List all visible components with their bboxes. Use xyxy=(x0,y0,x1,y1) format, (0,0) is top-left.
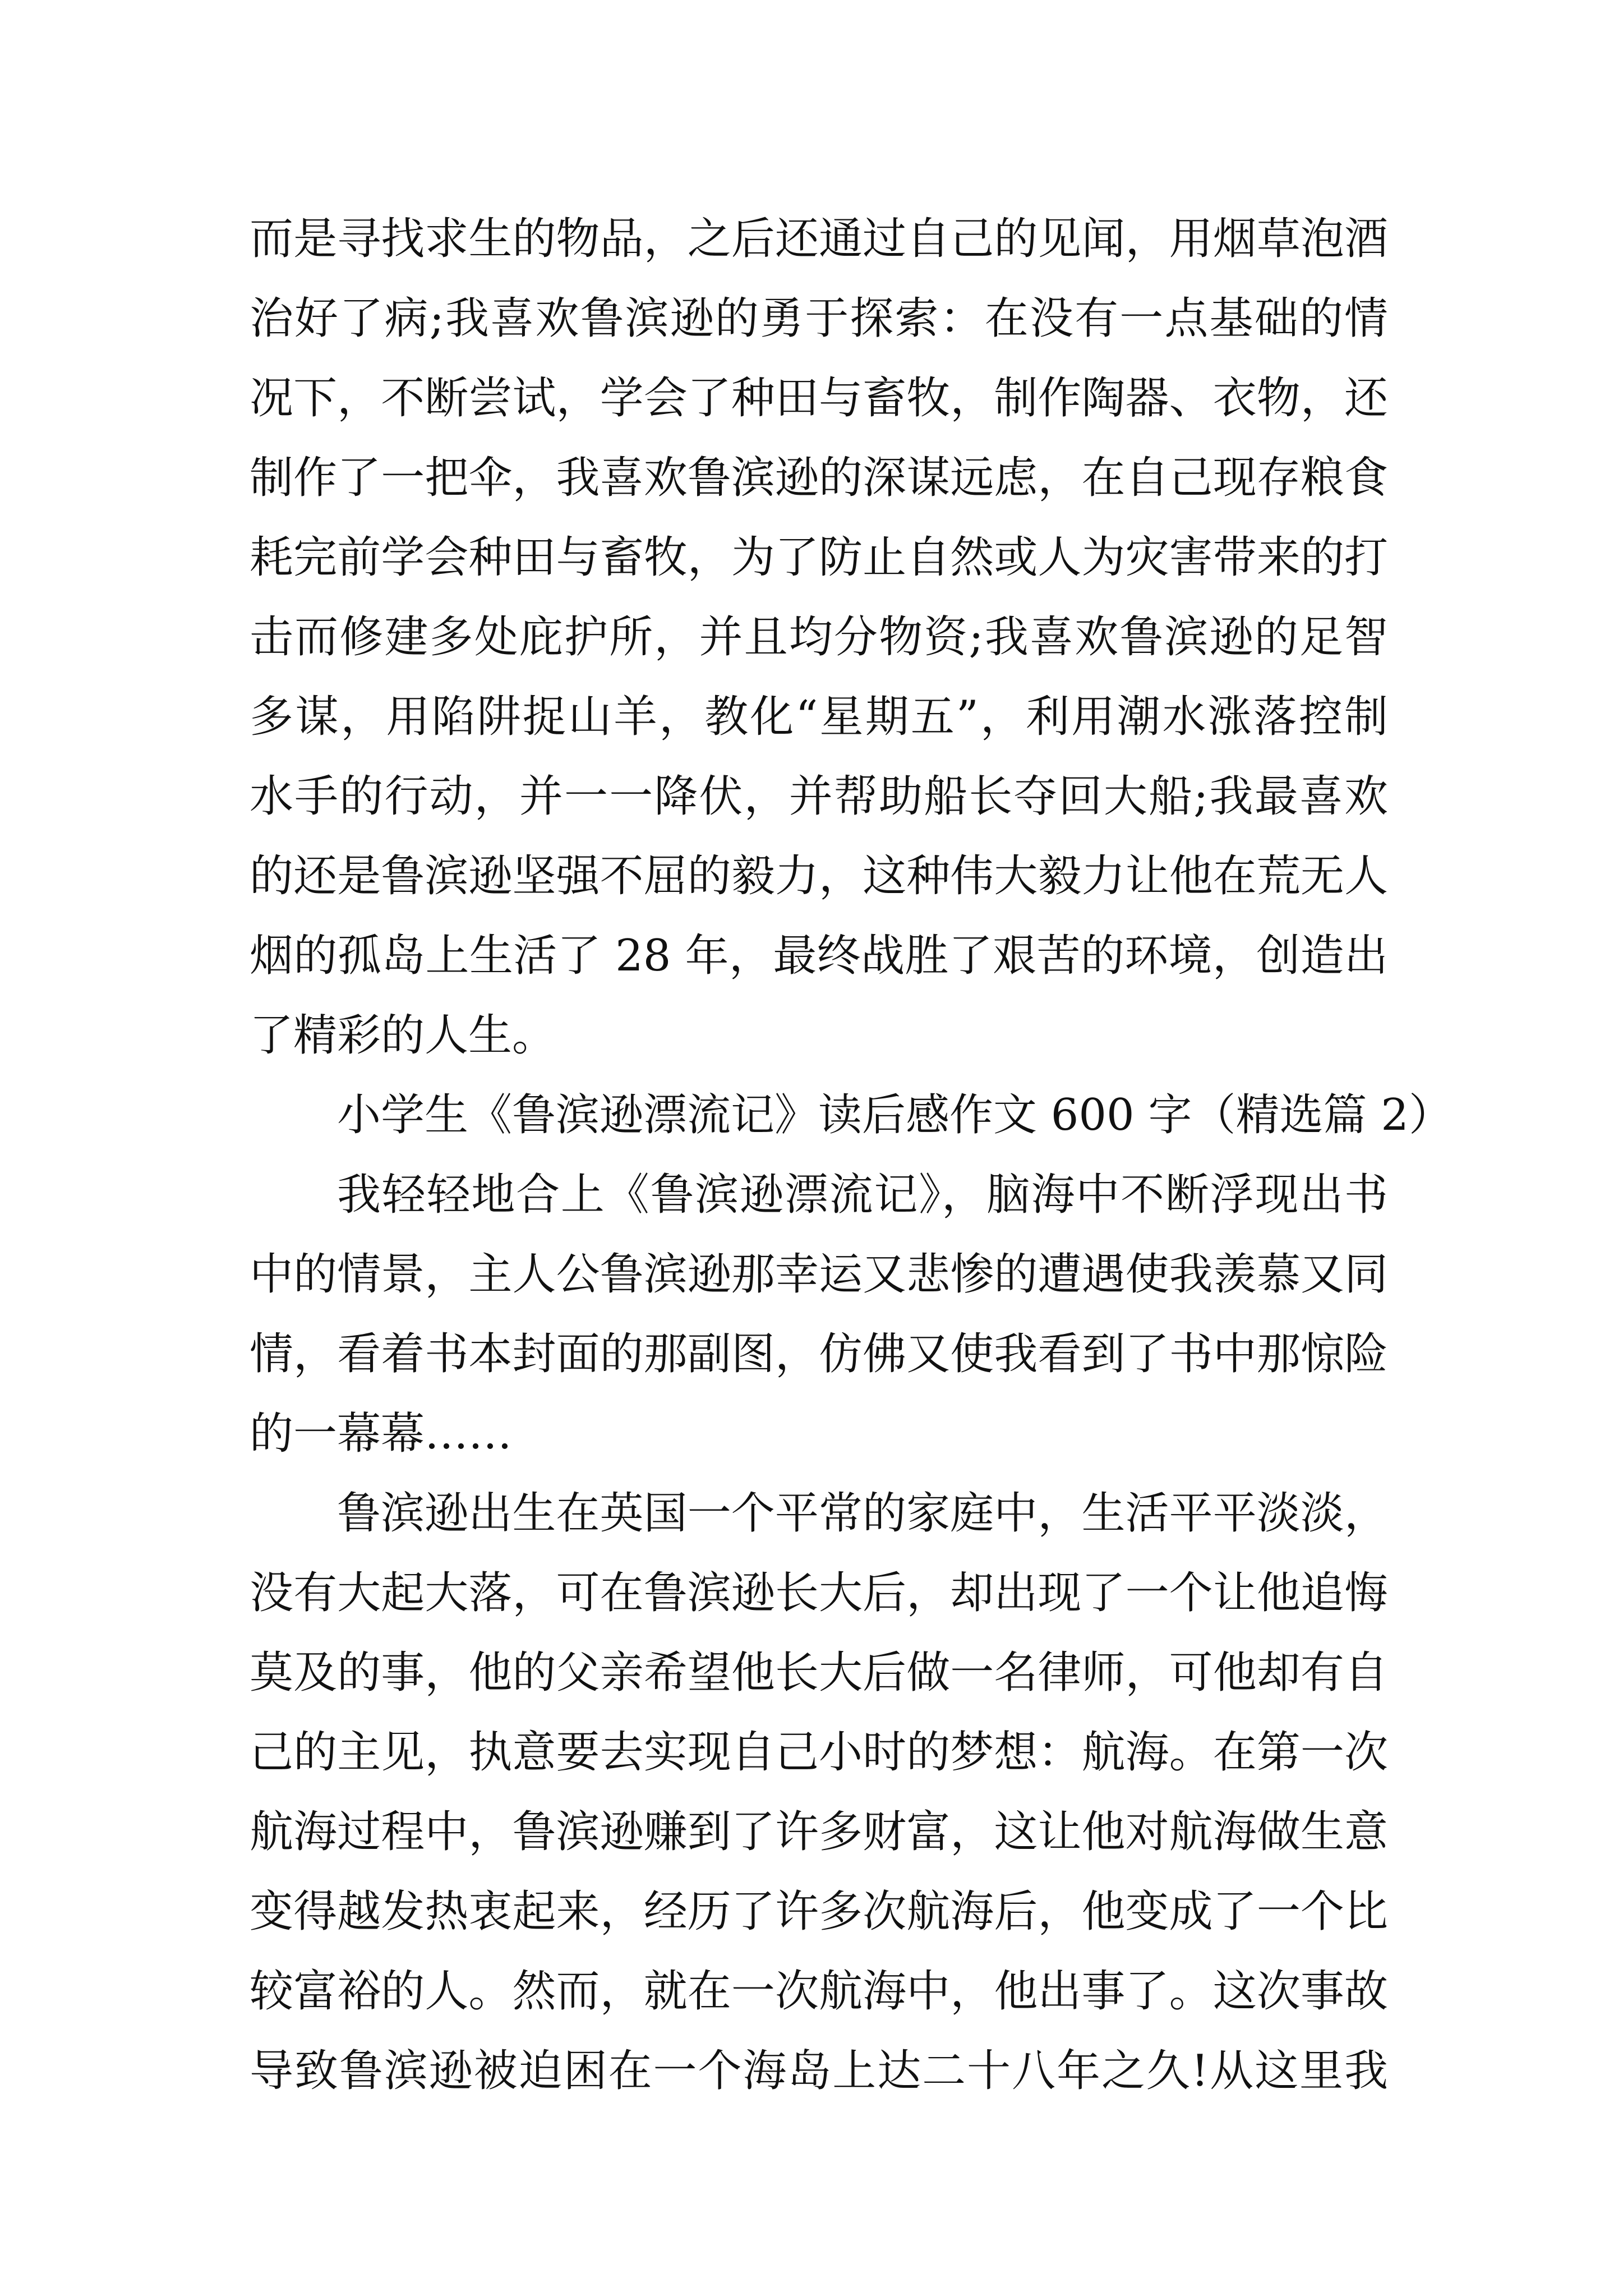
paragraph-line: 治好了病;我喜欢鲁滨逊的勇于探索：在没有一点基础的情 xyxy=(250,293,1388,344)
paragraph-line: 制作了一把伞，我喜欢鲁滨逊的深谋远虑，在自己现存粮食 xyxy=(250,453,1388,503)
paragraph-line: 导致鲁滨逊被迫困在一个海岛上达二十八年之久!从这里我 xyxy=(250,2046,1388,2096)
paragraph-line: 多谋，用陷阱捉山羊，教化“星期五”，利用潮水涨落控制 xyxy=(250,692,1388,742)
paragraph-line: 的还是鲁滨逊坚强不屈的毅力，这种伟大毅力让他在荒无人 xyxy=(250,851,1388,901)
paragraph-line: 况下，不断尝试，学会了种田与畜牧，制作陶器、衣物，还 xyxy=(250,373,1388,424)
paragraph-line: 航海过程中，鲁滨逊赚到了许多财富，这让他对航海做生意 xyxy=(250,1807,1388,1857)
paragraph-line: 耗完前学会种田与畜牧，为了防止自然或人为灾害带来的打 xyxy=(250,532,1388,583)
paragraph-line: 没有大起大落，可在鲁滨逊长大后，却出现了一个让他追悔 xyxy=(250,1568,1388,1618)
paragraph-2 xyxy=(250,1155,1388,1474)
paragraph-line: 水手的行动，并一一降伏，并帮助船长夺回大船;我最喜欢 xyxy=(250,771,1388,822)
paragraph-3 xyxy=(250,1474,1388,2111)
paragraph-line: 较富裕的人。然而，就在一次航海中，他出事了。这次事故 xyxy=(250,1966,1388,2017)
paragraph-1 xyxy=(250,199,1388,1075)
paragraph-line: 我轻轻地合上《鲁滨逊漂流记》，脑海中不断浮现出书 xyxy=(337,1170,1388,1220)
paragraph-line: 情，看着书本封面的那副图，仿佛又使我看到了书中那惊险 xyxy=(250,1329,1388,1379)
paragraph-line: 变得越发热衷起来，经历了许多次航海后，他变成了一个比 xyxy=(250,1887,1388,1937)
section-title: 小学生《鲁滨逊漂流记》读后感作文 600 字（精选篇 2） xyxy=(337,1090,1453,1140)
paragraph-line: 烟的孤岛上生活了 28 年，最终战胜了艰苦的环境，创造出 xyxy=(250,931,1388,981)
paragraph-line: 中的情景，主人公鲁滨逊那幸运又悲惨的遭遇使我羡慕又同 xyxy=(250,1249,1388,1300)
paragraph-line: 击而修建多处庇护所，并且均分物资;我喜欢鲁滨逊的足智 xyxy=(250,612,1388,662)
document-body xyxy=(250,199,1453,2111)
paragraph-line: 鲁滨逊出生在英国一个平常的家庭中，生活平平淡淡， xyxy=(337,1488,1388,1539)
paragraph-line: 的一幕幕…… xyxy=(250,1409,513,1459)
paragraph-line: 莫及的事，他的父亲希望他长大后做一名律师，可他却有自 xyxy=(250,1648,1388,1698)
paragraph-line: 而是寻找求生的物品，之后还通过自己的见闻，用烟草泡酒 xyxy=(250,214,1388,264)
paragraph-line: 了精彩的人生。 xyxy=(250,1010,556,1061)
paragraph-line: 己的主见，执意要去实现自己小时的梦想：航海。在第一次 xyxy=(250,1727,1388,1778)
